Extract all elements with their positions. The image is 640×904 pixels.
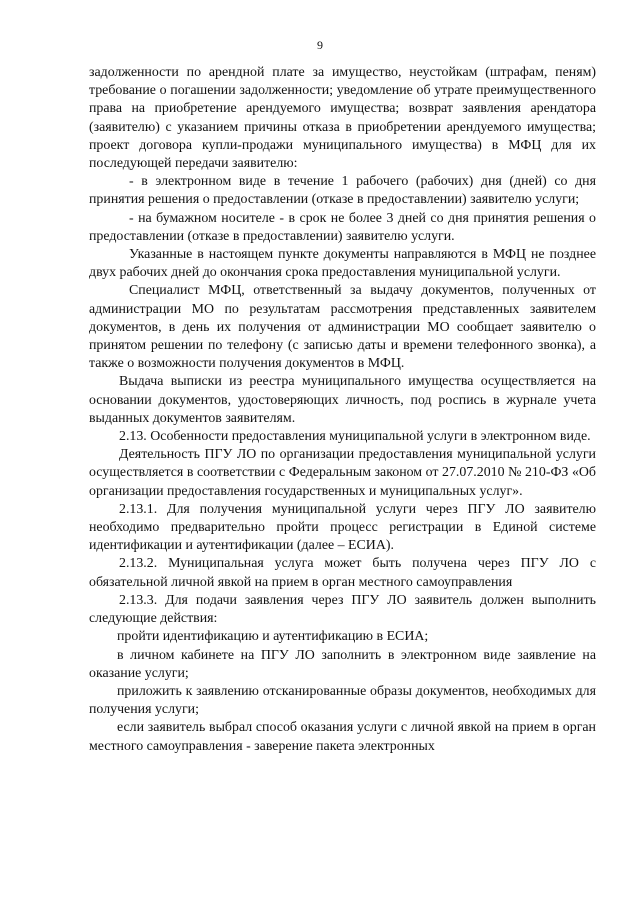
paragraph: приложить к заявлению отсканированные образы документов, необходимых для получения услуги; — [89, 683, 596, 718]
body-text — [89, 64, 596, 756]
paragraph: в личном кабинете на ПГУ ЛО заполнить в электронном виде заявление на оказание услуги; — [89, 647, 596, 681]
paragraph: 2.13.1. Для получения муниципальной услуги через ПГУ ЛО заявителю необходимо предварительно пройти процесс регистрации в Единой системе идентификации и аутентификации (далее – ЕСИА). — [89, 501, 596, 554]
paragraph: 2.13.2. Муниципальная услуга может быть получена через ПГУ ЛО с обязательной личной явкой на прием в орган местного самоуправления — [89, 556, 596, 590]
paragraph: пройти идентификацию и аутентификацию в ЕСИА; — [117, 629, 429, 645]
paragraph: Выдача выписки из реестра муниципального имущества осуществляется на основании документов, удостоверяющих личность, под роспись в журнале учета выданных документов заявителям. — [89, 374, 596, 426]
paragraph: если заявитель выбрал способ оказания услуги с личной явкой на прием в орган местного самоуправления - заверение пакета электронных — [89, 720, 596, 754]
paragraph: Указанные в настоящем пункте документы направляются в МФЦ не позднее двух рабочих дней до окончания срока предоставления муниципальной услуги. — [89, 247, 596, 281]
paragraph: 2.13.3. Для подачи заявления через ПГУ ЛО заявитель должен выполнить следующие действия: — [89, 592, 596, 627]
paragraph: 2.13. Особенности предоставления муниципальной услуги в электронном виде. — [119, 429, 591, 445]
paragraph: Деятельность ПГУ ЛО по организации предоставления муниципальной услуги осуществляется в соответствии с Федеральным законом от 27.07.2010 № 210-ФЗ «Об организации предоставления государственных и муниципальных услуг». — [89, 447, 596, 499]
paragraph: Специалист МФЦ, ответственный за выдачу документов, полученных от администрации МО по результатам рассмотрения представленных заявителем документов, в день их получения от администрации МО сообщает заявителю о принятом решении по телефону (с записью даты и времени телефонного звонка), а также о возможности получения документов в МФЦ. — [89, 283, 596, 372]
page-number: 9 — [317, 38, 323, 52]
paragraph: - в электронном виде в течение 1 рабочего (рабочих) дня (дней) со дня принятия решения о предоставлении (отказе в предоставлении) заявителю услуги; — [89, 174, 596, 208]
paragraph: задолженности по арендной плате за имущество, неустойкам (штрафам, пеням) требование о погашении задолженности; уведомление об утрате преимущественного права на приобретение арендуемого имущества; возврат заявления арендатора (заявителю) с указанием причины отказа в приобретении арендуемого имущества; проект договора купли-продажи муниципального имущества) в МФЦ для их последующей передачи заявителю: — [89, 65, 596, 172]
paragraph: - на бумажном носителе - в срок не более 3 дней со дня принятия решения о предоставлении (отказе в предоставлении) заявителю услуги. — [89, 210, 596, 244]
